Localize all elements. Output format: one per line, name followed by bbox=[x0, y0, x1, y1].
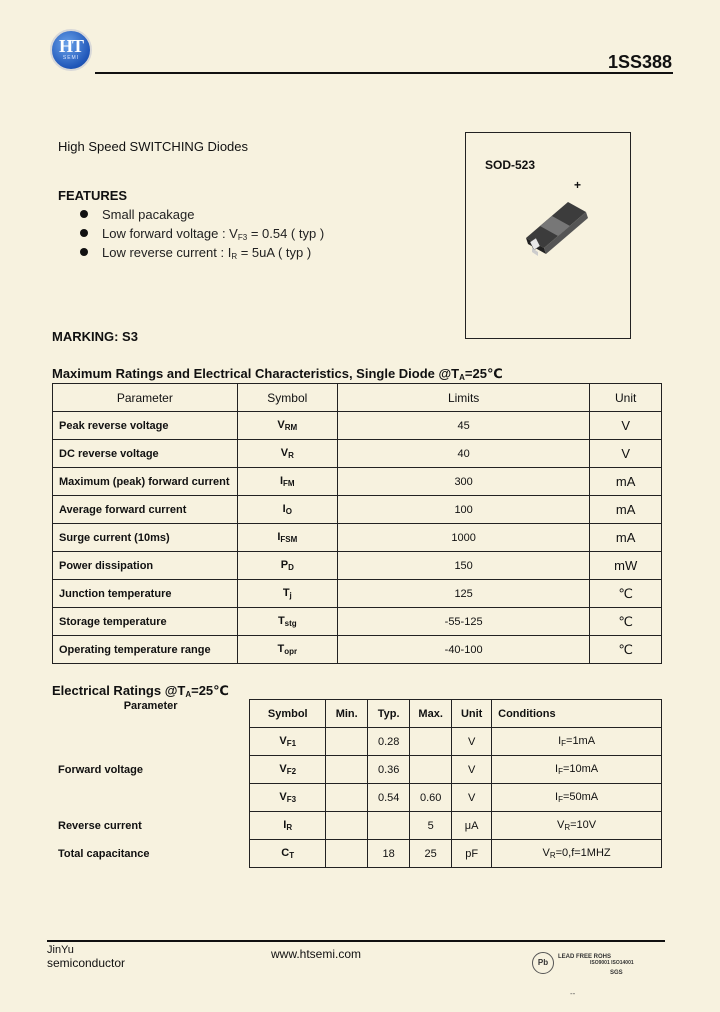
max-ratings-table bbox=[52, 383, 662, 664]
table-row: Reverse current $I_R$ 5 μA $V_R=10V$ bbox=[52, 812, 662, 840]
feature-item: Low forward voltage : $V_{F3} = 0.54$ ( typ ) bbox=[80, 226, 324, 242]
column-header: Unit bbox=[452, 700, 492, 728]
column-header: Parameter bbox=[123, 699, 178, 712]
column-header: Symbol bbox=[237, 384, 337, 412]
marking-code: MARKING: S3 bbox=[52, 329, 138, 344]
certification-badges bbox=[532, 950, 664, 980]
features-heading: FEATURES bbox=[58, 188, 128, 203]
bullet-icon bbox=[80, 248, 88, 256]
column-header: Min. bbox=[326, 700, 368, 728]
company-logo bbox=[50, 29, 92, 71]
table-row: Maximum (peak) forward current $I_{FM}$ 300 mA bbox=[53, 468, 662, 496]
column-header: Typ. bbox=[368, 700, 410, 728]
polarity-mark: + bbox=[574, 178, 582, 192]
table-row: $V_{F3}$ 0.54 0.60 V $I_F=50mA$ bbox=[52, 784, 662, 812]
forward-voltage-label: Forward voltage bbox=[58, 763, 143, 776]
iso-badge: ISO9001 ISO14001 bbox=[590, 960, 634, 966]
table-row: Storage temperature $T_{stg}$ -55-125 ℃ bbox=[53, 608, 662, 636]
feature-item: Small pacakage bbox=[80, 207, 195, 222]
part-number: 1SS388 bbox=[607, 52, 672, 72]
header-divider bbox=[95, 72, 673, 74]
bullet-icon bbox=[80, 229, 88, 237]
diode-package-icon bbox=[518, 190, 598, 265]
table-row: Operating temperature range $T_{opr}$ -40-100 ℃ bbox=[53, 636, 662, 664]
rohs-badge: LEAD FREE ROHS bbox=[558, 954, 612, 960]
company-name: JinYu bbox=[47, 944, 74, 956]
column-header: Symbol bbox=[250, 700, 326, 728]
bullet-icon bbox=[80, 210, 88, 218]
table-header-row bbox=[53, 384, 662, 412]
column-header: Max. bbox=[410, 700, 452, 728]
column-header: Parameter bbox=[53, 384, 238, 412]
table-header-row bbox=[52, 700, 662, 728]
footer-divider bbox=[47, 940, 665, 942]
document-subtitle: High Speed SWITCHING Diodes bbox=[58, 139, 249, 154]
table-row: Surge current (10ms) $I_{FSM}$ 1000 mA bbox=[53, 524, 662, 552]
column-header: Conditions bbox=[492, 700, 662, 728]
feature-item: Low reverse current : $I_R = 5uA$ ( typ ) bbox=[80, 245, 311, 261]
pb-free-icon: Pb bbox=[532, 952, 554, 974]
package-label: SOD-523 bbox=[485, 158, 536, 172]
table-row: $V_{F2}$ 0.36 V $I_F=10mA$ bbox=[52, 756, 662, 784]
table-row: Peak reverse voltage $V_{RM}$ 45 V bbox=[53, 412, 662, 440]
table-row: Power dissipation $P_D$ 150 mW bbox=[53, 552, 662, 580]
table-row: Average forward current $I_O$ 100 mA bbox=[53, 496, 662, 524]
max-ratings-title: Maximum Ratings and Electrical Characteristics, Single Diode $@T_A=25℃$ bbox=[52, 366, 503, 382]
electrical-ratings-table bbox=[52, 699, 662, 868]
website-link[interactable]: www.htsemi.com bbox=[271, 947, 362, 961]
table-row: Forward voltage $V_{F1}$ 0.28 V $I_F=1mA$ bbox=[52, 728, 662, 756]
sgs-badge: SGS bbox=[610, 970, 623, 976]
electrical-ratings-title: Electrical Ratings $@T_A=25℃$ bbox=[52, 683, 229, 699]
table-row: Junction temperature $T_j$ 125 ℃ bbox=[53, 580, 662, 608]
table-row: Total capacitance $C_T$ 18 25 pF $V_R=0,f=1MHZ$ bbox=[52, 840, 662, 868]
logo-text: HT bbox=[58, 36, 83, 56]
logo-subtext: SEMI bbox=[62, 55, 80, 61]
table-row: DC reverse voltage $V_R$ 40 V bbox=[53, 440, 662, 468]
column-header: Limits bbox=[337, 384, 589, 412]
column-header: Unit bbox=[590, 384, 662, 412]
page-mark: -- bbox=[570, 989, 576, 998]
company-type: semiconductor bbox=[47, 956, 126, 970]
